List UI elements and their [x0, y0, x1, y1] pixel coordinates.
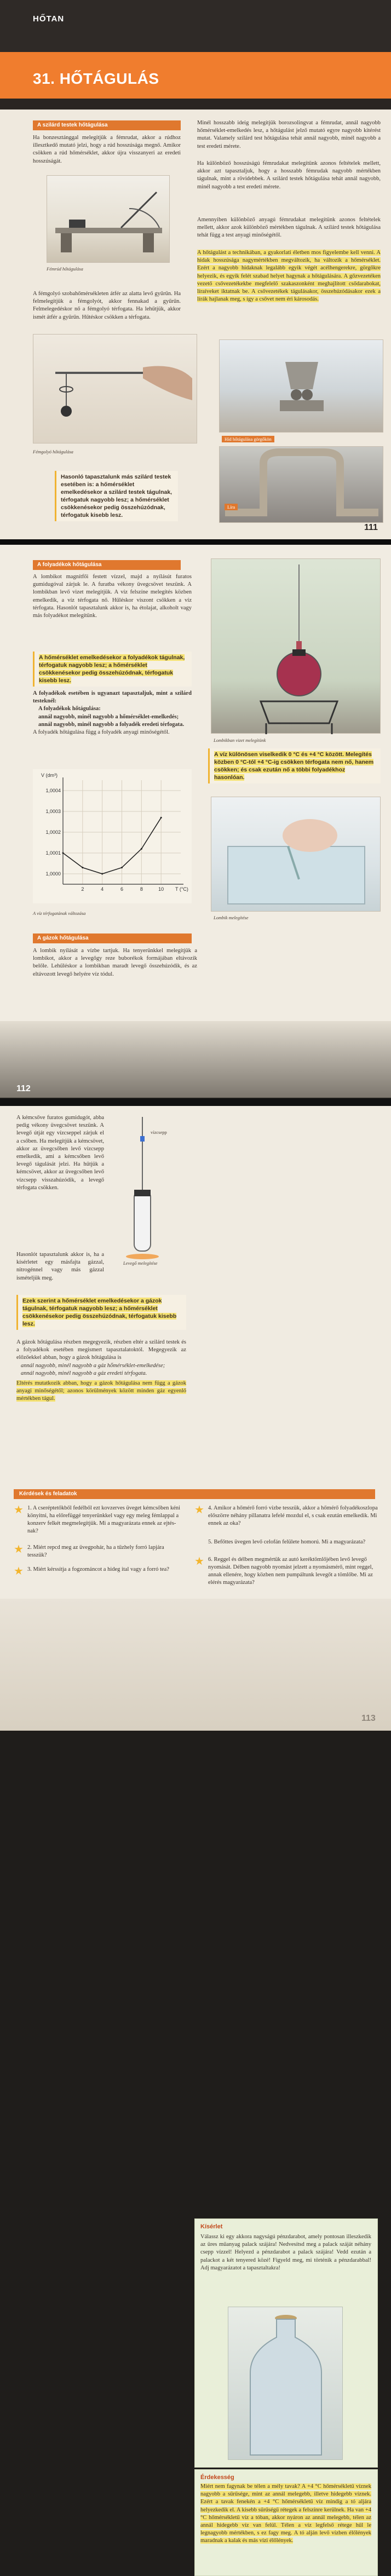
data-point — [62, 852, 64, 854]
rule-gases — [16, 1295, 186, 1330]
paragraph-gas-compare — [16, 1339, 186, 1403]
y-axis-label: V (dm³) — [41, 773, 58, 778]
data-point — [160, 817, 162, 819]
page-bottom-area — [0, 1599, 391, 1731]
section-header-gases: A gázok hőtágulása — [33, 933, 192, 943]
bridge-roller-illustration — [220, 340, 384, 433]
star-icon: ★ — [194, 1555, 204, 1568]
photo-metal-ball — [33, 334, 197, 443]
experiment-text: Válassz ki egy akkora nagyságú pénzdarabot, amely pontosan illeszkedik az üres műanyag palack szájára! Nedvesítsd meg a palack száját néhány csepp vízzel! Helyezd a pénzdarabot a palack szájára! Vedd ezután a palackot a két tenyered közé! Figyeld meg, mi történik a pénzdarabbal! Adj magyarázatot a tapasztaltakra! — [200, 2234, 371, 2271]
gas-compare-intro: A gázok hőtágulása részben megegyezik, részben eltér a szilárd testek és a folyadékok esetében megismert tapasztalatoktól. Megegyezik az előzőekkel abban, hogy a gázok hőtágulása is — [16, 1339, 186, 1361]
star-icon: ★ — [14, 1565, 24, 1577]
chart-svg — [33, 769, 192, 903]
paragraph-gas: A lombik nyílását a vízbe tartjuk. Ha tenyerünkkel melegítjük a lombikot, akkor a levegőgy reze buborékok formájában eltávozik belőle. Lehűléskor a lombikban maradt levegő összehúzódik, és az eltávozott levegő helyére víz tódul. — [33, 948, 197, 977]
paragraph-length: Minél hosszabb ideig melegítjük borozsolingvat a fémrudat, annál nagyobb hőmérséklet-emelkedés lesz, a hőtágulást jelző mutató egyre nagyobb kitérést mutat. Valamely szilárd test hőtágulása tehát annál nagyobb, minél nagyobb a test eredeti mérete. — [197, 120, 381, 149]
data-point — [141, 848, 142, 850]
rule-liquids — [33, 652, 192, 687]
star-icon: ★ — [194, 1504, 204, 1516]
interesting-fact-text — [200, 2483, 371, 2545]
page-number: 111 — [364, 523, 378, 532]
y-tick-label: 1,0000 — [45, 871, 61, 877]
water-volume-chart — [33, 769, 192, 903]
star-icon: ★ — [14, 1543, 24, 1555]
interesting-fact-title: Érdekesség — [200, 2474, 234, 2481]
questions-header: Kérdések és feladatok — [14, 1489, 375, 1499]
photo-bottle — [228, 2307, 343, 2460]
x-tick-label: 4 — [101, 886, 104, 892]
paragraph-rod: Ha bonzesztánggal melegítjük a fémrudat, akkor a rúdhoz illesztkedő mutató jelzi, hogy a rúd hosszúsága megnő. Amikor csökken a rúd hőmérséklet, akkor újra visszanyeri az eredeti hosszúságát. — [33, 135, 181, 164]
question-5: 5. Befőttes üvegen levő celofán felülete homorú. Mi a magyarázata? — [208, 1539, 366, 1545]
x-axis-label: T (°C) — [175, 886, 188, 892]
photo-flask-in-water — [211, 797, 381, 912]
experiment-box — [194, 2218, 378, 2468]
y-tick-label: 1,0001 — [45, 850, 61, 856]
bottle-illustration — [228, 2307, 343, 2460]
page-112 — [0, 545, 391, 1098]
ball-ring-illustration — [33, 335, 198, 444]
y-tick-label: 1,0002 — [45, 829, 61, 835]
question-4: 4. Amikor a hőmérő forró vízbe tesszük, akkor a hőmérő folyadékoszlopa előszörre néhány pillanatra lefelé mozdul el, s csak ezután emelkedik. Mi ennek az oka? — [208, 1505, 378, 1526]
x-tick-label: 6 — [120, 886, 124, 892]
highlight-fact: Miért nem fagynak be télen a mély tavak? A +4 °C hőmérsékletű víznek nagyobb a sűrűsége, mint az annál melegebb, illetve hidegebb víznek. Ezért a tavak fenekén a +4 °C hőmérsékletű víz mindig a tó aljára helyezkedik el. A kisebb sűrűségű rétegek a felszínre kerülnek. Ha van +4 °C hőmérsékletű víz a tóban, akkor nyáron az annál melegebb, télen az annál hidegebb víz van felül. Télen a víz legfelső rétege hűl le legnagyobb mértékben, s ez fagy meg. A tó alján levő vízben élőlények maradnak a kalak és más vízi élőlények. — [200, 2483, 371, 2544]
page-number: 112 — [16, 1084, 31, 1093]
page-number: 113 — [361, 1714, 376, 1723]
rule-sub: A folyadékok hőtágulása: — [38, 706, 101, 712]
interesting-fact-box — [194, 2469, 378, 2576]
series-line — [63, 817, 161, 874]
gas-difference — [16, 1380, 186, 1403]
x-tick-label: 2 — [81, 886, 84, 892]
y-tick-label: 1,0003 — [45, 809, 61, 814]
caption-rod: Fémrúd hőtágulása — [47, 266, 83, 272]
paragraph-air-tube: A kémcsőve furatos gumidugót, abba pedig vékony üvegcsövet teszünk. A levegő útját egy vízcseppel zárjuk el a csőben. Ha melegítjük a kémcsövet, akkor az üvegcsőben levő vízcsepp emelkedik, ami a kémcsőben levő levegő tágulását jelzi. Ha hűtjük a kémcsövet, akkor az üvegcsőben levő vízcsepp visszahúzódik, a levegő térfogata csökken. — [16, 1115, 104, 1191]
chapter-label: HŐTAN — [33, 14, 65, 24]
tank-illustration — [211, 797, 381, 912]
note-solids: Hasonló tapasztalunk más szilárd testek esetében is: a hőmérséklet emelkedésekor a szilárd testek tágulnak, térfogatuk nagyobb lesz; a hőmérséklet csökkenésekor pedig összehúzódnak, térfogatuk kisebb lesz. — [55, 471, 178, 521]
data-point — [121, 867, 123, 868]
x-tick-label: 8 — [140, 886, 143, 892]
caption-ball: Fémgolyó hőtágulása — [33, 449, 73, 454]
data-point — [101, 873, 103, 875]
caption-bridge: Híd hőtágulása görgőkön — [222, 436, 274, 442]
page-gap — [0, 539, 391, 545]
caption-graph: A víz térfogatának változása — [33, 910, 86, 916]
highlight-rule-gases: Ezek szerint a hőmérséklet emelkedésekor a gázok tágulnak, térfogatuk nagyobb lesz; a hőmérséklet csökkenésekor pedig összehúzódnak, térfogatuk kisebb lesz. — [22, 1298, 177, 1327]
data-point — [82, 867, 83, 868]
page-title: 31. HŐTÁGULÁS — [33, 70, 159, 87]
question-2: 2. Miért repcd meg az üvegpohár, ha a tűzhely forró lapjára tesszük? — [27, 1545, 164, 1558]
photo-metal-rod — [47, 175, 170, 263]
highlight-water: A víz különösen viselkedik 0 °C és +4 °C között. Melegítés közben 0 °C-tól +4 °C-ig csökken térfogata nem nő, hanem csökken; és csak ezután nő a többi folyadékhoz hasonlóan. — [214, 751, 374, 781]
note-water — [208, 748, 381, 783]
paragraph-flask: A lombikot magnítfői festett vízzel, majd a nyílásút furatos gumidugóval zárjuk le. A furatba vékony üvegcsövet teszünk. A lombikban levő vizet melegítjük. A víz felszíne melegítés közben emelkedik, a víz térfogata nő. Hűléskor viszont csökken a víz térfogata. Hasonlót tapasztalunk akkor is, ha étolajat, alkoholt vagy más folyadékot melegítünk. — [33, 574, 192, 619]
question-1: 1. A cseréptetőkből fedélből ezt kovzerves üveget kémcsőben kéni könyitni, ha előrefüggé tenyerünkkel vagy egy meleg fémlappal a konzerv felkét megmelegítjük. Mi a magyarázata ennek az ejtésnak? — [27, 1505, 181, 1534]
star-icon: ★ — [14, 1504, 24, 1516]
caption-air: Levegő melegítése — [123, 1260, 158, 1266]
rule-end: A folyadék hőtágulása függ a folyadék anyagi minőségétől. — [33, 729, 170, 736]
rule-intro: A folyadékok esetében is ugyanazt tapasztaljuk, mint a szilárd testeknél: — [33, 690, 192, 705]
paragraph-rods: Ha különböző hosszúságú fémrudakat melegítünk azonos feltételek mellett, akkor azt tapasztaljuk, hogy a hosszabb fémrudak nagyobb mértékben tágulnak, mint a rövidebbek. A szilárd testek hőtágulása tehát annál nagyobb, minél nagyobb a test eredeti mérete. — [197, 160, 381, 190]
highlight-gas-difference: Eltérés mutatkozik abban, hogy a gázok hőtágulása nem függ a gázok anyagi minőségétől; azonos körülmények között minden gáz egyenlő mértékben tágul. — [16, 1380, 186, 1402]
pipe-loop-illustration — [220, 447, 384, 523]
test-tube-figure — [110, 1114, 181, 1259]
rod-apparatus-illustration — [47, 176, 170, 263]
x-tick-label: 10 — [158, 886, 164, 892]
page-113 — [0, 1106, 391, 2544]
test-tube-illustration — [110, 1114, 181, 1259]
chapter-band — [0, 0, 391, 52]
rule-item-1: annál nagyobb, minél nagyobb a hőmérséklet-emelkedés; — [38, 713, 179, 720]
gas-item-1: annál nagyobb, minél nagyobb a gáz hőmérséklet-emelkedése; — [21, 1362, 165, 1369]
page-bottom-band — [0, 1021, 391, 1098]
caption-balloon: Lombik melegítése — [214, 915, 249, 920]
rule-item-2: annál nagyobb, minél nagyobb a folyadék eredeti térfogata. — [38, 721, 185, 728]
highlight-bridges: A hőtágulást a technikában, a gyakorlati életben mos figyelembe kell venni. A hidak hosszúsága nagymértékben megváltozik, ha változik a hőmérséklet. Ezért a nagyobb hidaknak legalább egyik végét acélhengerekre, görgőkre helyezik, és egyik felét szabad helyet hagynak a hőtágulására. A gőzvezetéken vezető csővezetékekbe megfelelő szakaszonként meghajlított csődarabokat, líraíveket iktatnak be. A csővezetékek tágulásakor, összehúzódásakor ezek a lírák hajlanak meg, s így a csővet nem éri károsodás. — [197, 250, 381, 303]
page-separator — [0, 1099, 391, 1106]
highlight-rule-liquids: A hőmérséklet emelkedésekor a folyadékok tágulnak, térfogatuk nagyobb lesz; a hőmérséklet csökkenésekor pedig összehúzódnak, térfogatuk kisebb lesz. — [39, 654, 185, 684]
experiment-title: Kísérlet — [200, 2223, 223, 2230]
rule-liquids-detail — [33, 690, 192, 736]
photo-bridge-rollers — [219, 339, 383, 433]
paragraph-ball: A fémgolyó szobahőmérsékleten átfér az alatta levő gyűrűn. Ha felmelegítjük a fémgolyót, akkor fennakad a gyűrűn. Felmelegedéskor nő a fémgolyó térfogata. Ha lehűtjük, akkor ismét átfér a gyűrűn. Hűtéskor csökken a térfogata. — [33, 291, 181, 320]
y-tick-label: 1,0004 — [45, 788, 61, 793]
gas-item-2: annál nagyobb, minél nagyobb a gáz eredeti térfogata. — [21, 1370, 147, 1376]
question-6: 6. Reggel és délben megmértük az autó keréktömlőjében levő levegő nyomását. Délben nagyobb nyomást jelzett a nyomásmérő, mint reggel, annak ellenére, hogy közben nem pumpáltunk levegőt a tömlőbe. Mi az elérés magyarázata? — [208, 1557, 373, 1586]
page-111 — [0, 0, 391, 539]
question-3: 3. Miért kérssítja a fogzománcot a hideg ital vagy a forró tea? — [27, 1566, 169, 1572]
photo-lira-pipe — [219, 446, 383, 523]
caption-lira: Líra — [225, 504, 238, 510]
label-drop: vízcsepp — [151, 1129, 167, 1135]
paragraph-other-gas: Hasonlót tapasztalunk akkor is, ha a kísérletet egy másfajta gázzal, nitrogénnel vagy más gázzal ismételjük meg. — [16, 1252, 104, 1281]
section-header-liquids: A folyadékok hőtágulása — [33, 560, 181, 570]
paragraph-technology — [197, 249, 381, 303]
caption-flask: Lombikban vizet melegítünk — [214, 737, 266, 743]
flask-illustration — [211, 559, 381, 734]
title-underband — [0, 99, 391, 110]
section-header-solids: A szilárd testek hőtágulása — [33, 120, 181, 130]
photo-flask-heating — [211, 558, 381, 734]
paragraph-material: Amennyiben különböző anyagú fémrudakat melegítünk azonos feltételek mellett, akkor azok különböző mértékben tágulnak. A szilárd testek hőtágulása tehát függ a test anyagi minőségétől. — [197, 217, 381, 239]
